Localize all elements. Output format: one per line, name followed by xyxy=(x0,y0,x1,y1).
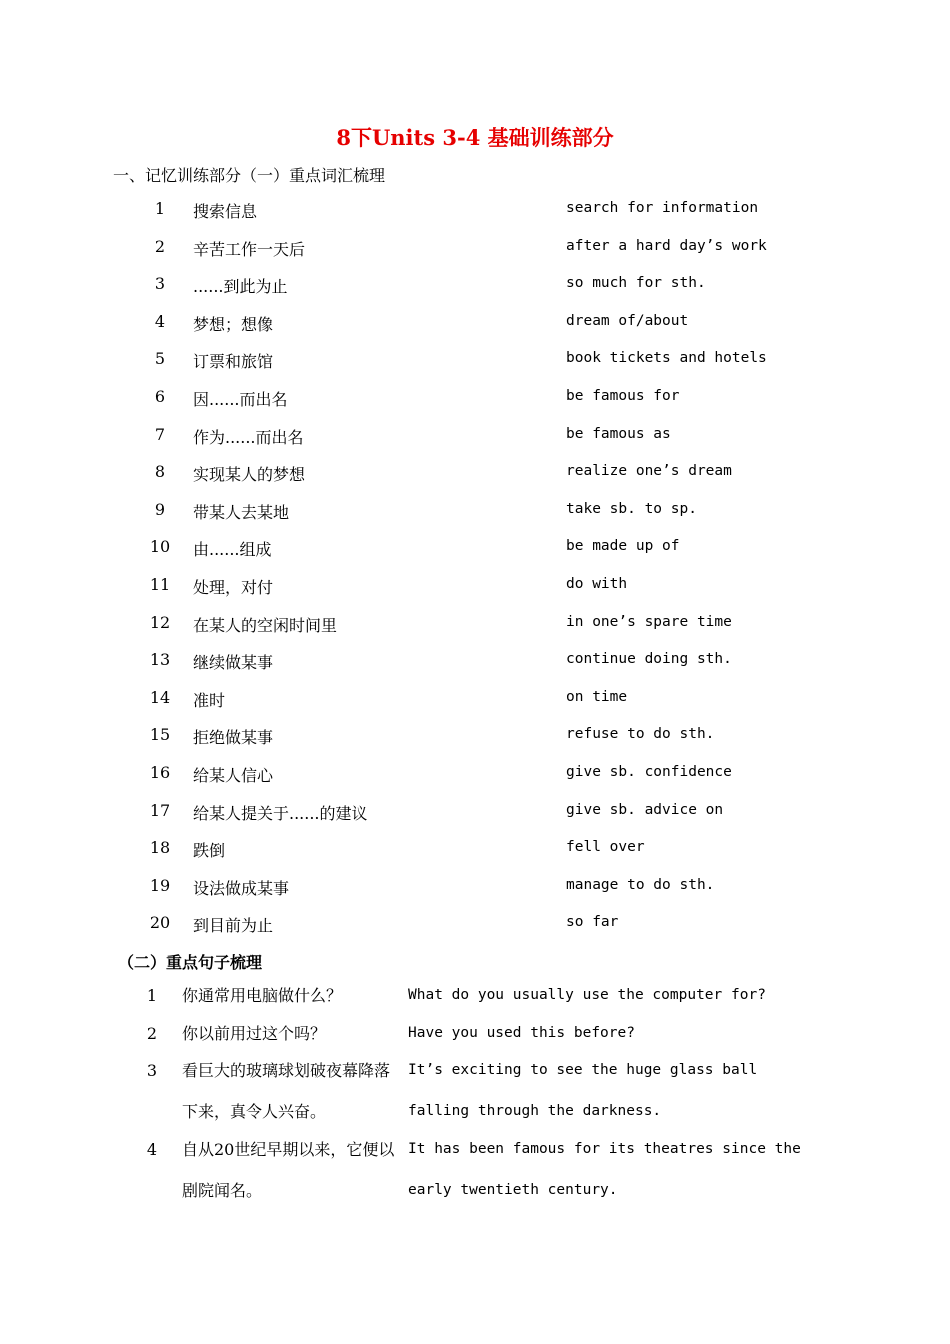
vocab-chinese: 给某人提关于......的建议 xyxy=(193,803,368,823)
vocab-chinese: 继续做某事 xyxy=(193,653,274,673)
vocab-row xyxy=(0,801,950,825)
vocab-row xyxy=(0,838,950,862)
vocab-number: 3 xyxy=(154,274,166,294)
vocab-english: so much for sth. xyxy=(566,275,706,292)
vocab-number: 10 xyxy=(149,537,171,557)
vocab-english: in one’s spare time xyxy=(566,613,732,630)
vocab-row xyxy=(0,650,950,674)
vocab-row xyxy=(0,763,950,787)
vocab-number: 5 xyxy=(154,349,166,369)
vocab-number: 16 xyxy=(149,763,171,782)
vocab-number: 18 xyxy=(149,838,171,858)
vocab-row xyxy=(0,725,950,749)
vocab-row xyxy=(0,237,950,261)
vocab-english: fell over xyxy=(566,839,645,856)
sentence-number: 3 xyxy=(146,1061,158,1080)
sentence-english: It’s exciting to see the huge glass ball falling through the darkness. xyxy=(408,1062,758,1119)
sentence-number: 2 xyxy=(146,1024,158,1043)
vocab-chinese: 由......组成 xyxy=(193,540,272,560)
vocab-row xyxy=(0,425,950,449)
sentence-english: It has been famous for its theatres since the early twentieth century. xyxy=(408,1141,801,1198)
vocab-chinese: ......到此为止 xyxy=(193,277,288,297)
vocab-row xyxy=(0,462,950,486)
vocab-row xyxy=(0,387,950,411)
vocab-english: dream of/about xyxy=(566,312,689,329)
vocab-chinese: 订票和旅馆 xyxy=(193,352,274,372)
vocab-row xyxy=(0,613,950,637)
vocab-number: 8 xyxy=(154,462,166,482)
vocab-english: give sb. confidence xyxy=(566,764,732,780)
vocab-english: give sb. advice on xyxy=(566,801,724,818)
vocab-number: 14 xyxy=(149,687,171,707)
sentence-chinese: 你以前用过这个吗？ xyxy=(182,1024,327,1043)
vocab-chinese: 作为......而出名 xyxy=(193,427,304,447)
vocab-number: 13 xyxy=(149,650,171,670)
section-heading-vocabulary: 一、记忆训练部分（一）重点词汇梳理 xyxy=(113,166,386,185)
vocab-english: on time xyxy=(566,688,628,705)
sentence-number: 4 xyxy=(146,1140,158,1159)
vocab-english: do with xyxy=(566,576,628,592)
vocab-english: so far xyxy=(566,914,619,931)
vocab-chinese: 实现某人的梦想 xyxy=(193,465,306,485)
vocab-english: be famous as xyxy=(566,425,671,442)
vocab-row xyxy=(0,575,950,599)
vocab-row xyxy=(0,312,950,336)
vocab-english: be made up of xyxy=(566,538,680,555)
vocab-number: 9 xyxy=(154,499,166,519)
vocab-row xyxy=(0,913,950,937)
vocab-chinese: 梦想；想像 xyxy=(193,314,274,334)
vocab-chinese: 因......而出名 xyxy=(193,390,288,409)
vocab-chinese: 处理，对付 xyxy=(193,578,274,597)
vocab-number: 2 xyxy=(154,236,166,256)
sentence-chinese: 你通常用电脑做什么？ xyxy=(182,986,343,1005)
vocab-number: 11 xyxy=(149,575,171,594)
vocab-row xyxy=(0,500,950,524)
sentence-english: What do you usually use the computer for? xyxy=(408,987,766,1003)
vocab-chinese: 辛苦工作一天后 xyxy=(193,239,306,259)
vocab-number: 17 xyxy=(149,800,171,820)
vocab-row xyxy=(0,349,950,373)
vocab-english: take sb. to sp. xyxy=(566,500,697,517)
vocab-english: search for information xyxy=(566,200,759,216)
vocab-chinese: 拒绝做某事 xyxy=(193,728,274,748)
vocab-chinese: 给某人信心 xyxy=(193,766,274,785)
vocab-row xyxy=(0,274,950,298)
sentence-english: Have you used this before? xyxy=(408,1025,635,1041)
vocab-chinese: 在某人的空闲时间里 xyxy=(193,615,338,635)
vocab-number: 6 xyxy=(154,387,166,406)
vocab-chinese: 到目前为止 xyxy=(193,916,274,936)
vocab-chinese: 跌倒 xyxy=(193,841,226,861)
section-heading-sentences: （二）重点句子梳理 xyxy=(118,953,263,972)
vocab-chinese: 搜索信息 xyxy=(193,202,258,221)
vocab-row xyxy=(0,537,950,561)
vocab-number: 7 xyxy=(154,424,166,444)
vocab-row xyxy=(0,199,950,223)
vocab-chinese: 带某人去某地 xyxy=(193,502,290,522)
vocab-english: realize one’s dream xyxy=(566,463,732,480)
vocab-chinese: 准时 xyxy=(193,690,226,710)
sentence-number: 1 xyxy=(146,986,158,1005)
vocab-english: book tickets and hotels xyxy=(566,350,767,367)
vocab-number: 15 xyxy=(149,725,171,745)
vocab-number: 19 xyxy=(149,875,171,895)
vocab-row xyxy=(0,688,950,712)
sentence-chinese: 看巨大的玻璃球划破夜幕降落下来，真令人兴奋。 xyxy=(182,1061,391,1121)
page-title: 8下Units 3-4 基础训练部分 xyxy=(336,125,614,150)
vocab-english: after a hard day’s work xyxy=(566,237,767,254)
sentence-chinese: 自从20世纪早期以来，它便以剧院闻名。 xyxy=(182,1140,395,1200)
vocab-number: 12 xyxy=(149,612,171,632)
vocab-chinese: 设法做成某事 xyxy=(193,878,290,898)
vocab-english: be famous for xyxy=(566,388,680,404)
vocab-english: continue doing sth. xyxy=(566,651,732,668)
vocab-number: 20 xyxy=(149,913,171,933)
vocab-english: manage to do sth. xyxy=(566,876,715,893)
vocab-english: refuse to do sth. xyxy=(566,726,715,743)
vocab-number: 1 xyxy=(154,199,166,218)
vocab-number: 4 xyxy=(154,311,166,331)
vocab-row xyxy=(0,876,950,900)
